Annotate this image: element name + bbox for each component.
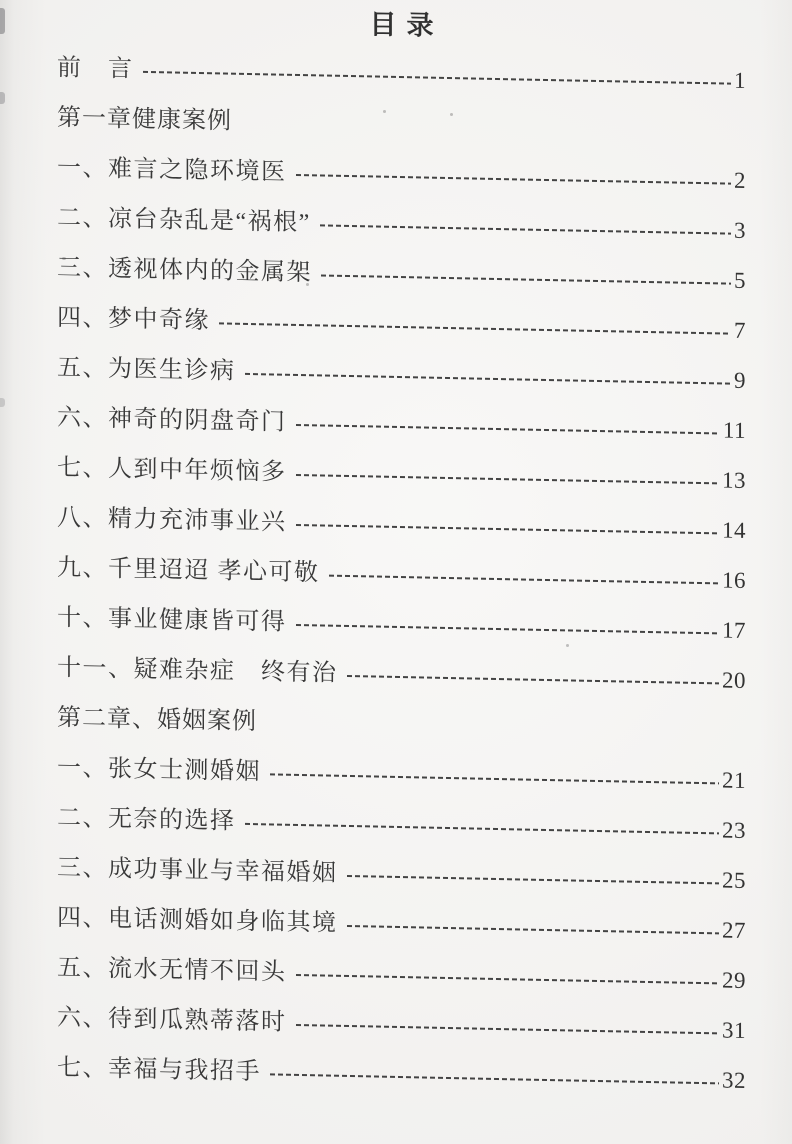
scan-speck: [62, 257, 66, 260]
toc-entry-label: 五、为医生诊病: [57, 355, 236, 385]
toc-entry-label: 二、无奈的选择: [57, 805, 236, 835]
toc-entry-label: 一、张女士测婚姻: [57, 755, 261, 786]
toc-page-number: 23: [722, 817, 746, 843]
scan-speck: [566, 644, 569, 647]
toc-leader-dots: [296, 624, 720, 635]
toc-page-number: 20: [722, 667, 746, 693]
toc-entry-label: 六、神奇的阴盘奇门: [57, 405, 287, 436]
toc-page-number: 25: [722, 867, 746, 893]
toc-page-number: 9: [734, 367, 746, 393]
toc-page-number: 21: [722, 767, 746, 793]
toc-leader-dots: [329, 575, 720, 585]
toc-entry-label: 十一、疑难杂症 终有治: [57, 655, 338, 687]
toc-entry-label: 四、电话测婚如身临其境: [57, 905, 338, 937]
scan-speck: [450, 113, 453, 116]
toc-entry-label: 六、待到瓜熟蒂落时: [57, 1005, 287, 1036]
toc-page-number: 29: [722, 967, 746, 993]
toc-page-number: 17: [722, 617, 746, 643]
toc-entry-label: 三、透视体内的金属架: [57, 255, 312, 287]
toc-page-number: 31: [722, 1017, 746, 1043]
toc-leader-dots: [270, 1073, 719, 1084]
toc-leader-dots: [245, 823, 720, 835]
chapter-heading-label: 第一章健康案例: [57, 105, 232, 135]
toc-page-number: 2: [734, 167, 746, 193]
toc-entry-label: 四、梦中奇缘: [57, 305, 210, 335]
toc-leader-dots: [347, 675, 720, 684]
toc-entry-label: 七、人到中年烦恼多: [57, 455, 287, 486]
toc-entry-label: 二、凉台杂乱是“祸根”: [57, 205, 311, 237]
toc-entry-label: 八、精力充沛事业兴: [57, 505, 287, 536]
toc-page-number: 3: [734, 217, 746, 243]
toc-leader-dots: [143, 71, 732, 85]
toc-leader-dots: [347, 925, 720, 934]
toc-leader-dots: [320, 224, 731, 234]
chapter-heading-label: 第二章、婚姻案例: [57, 705, 257, 736]
scan-edge-smudge: [0, 8, 5, 34]
toc-leader-dots: [321, 274, 731, 284]
toc-entry-label: 五、流水无情不回头: [57, 955, 287, 986]
toc-entry-label: 十、事业健康皆可得: [57, 605, 287, 636]
toc-leader-dots: [219, 322, 731, 334]
toc-leader-dots: [296, 424, 720, 435]
toc-page-number: 1: [734, 67, 746, 93]
toc-page-number: 14: [722, 517, 746, 543]
toc-leader-dots: [296, 1024, 720, 1035]
toc-leader-dots: [296, 524, 720, 535]
scan-edge-smudge: [0, 398, 5, 407]
toc-leader-dots: [296, 174, 732, 185]
page-title: 目录: [369, 9, 444, 41]
scan-edge-smudge: [0, 92, 5, 104]
toc-entry-label: 七、幸福与我招手: [57, 1055, 261, 1086]
toc-page-number: 32: [722, 1067, 746, 1093]
toc-page-number: 7: [734, 317, 746, 343]
toc-leader-dots: [270, 773, 719, 784]
toc-leader-dots: [347, 875, 720, 884]
toc-page-number: 27: [722, 917, 746, 943]
toc-page-number: 5: [734, 267, 746, 293]
toc-leader-dots: [245, 373, 732, 385]
toc-entry-label: 一、难言之隐环境医: [57, 155, 287, 186]
toc-page-number: 16: [722, 567, 746, 593]
toc-entry-label: 前 言: [57, 55, 134, 83]
scan-speck: [383, 110, 386, 113]
toc-entry-label: 三、成功事业与幸福婚姻: [57, 855, 338, 887]
toc-page-number: 11: [722, 417, 746, 443]
toc-list: [57, 32, 746, 1096]
toc-leader-dots: [296, 474, 720, 485]
toc-leader-dots: [296, 974, 720, 985]
toc-entry-label: 九、千里迢迢 孝心可敬: [57, 555, 320, 587]
scan-speck: [306, 283, 309, 286]
toc-page-number: 13: [722, 467, 746, 493]
